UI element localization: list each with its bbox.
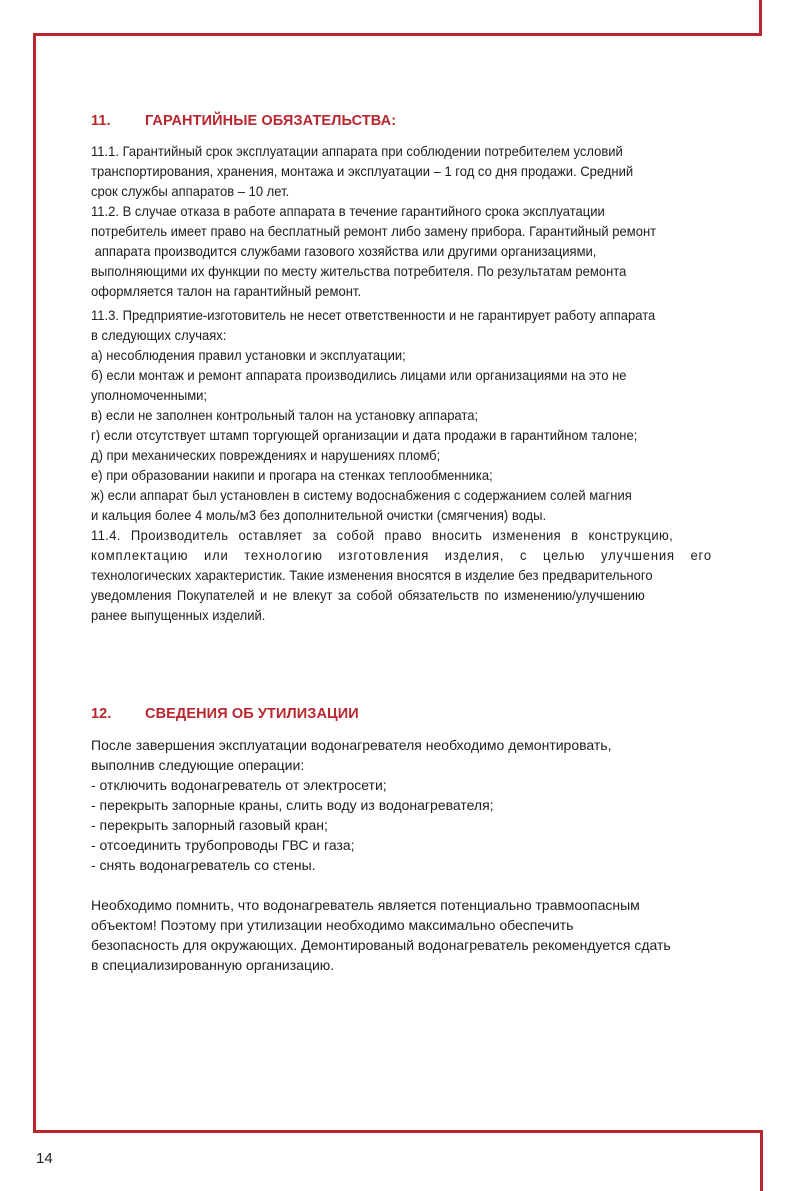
text-line: ранее выпущенных изделий. (91, 607, 266, 623)
page-number: 14 (36, 1150, 53, 1167)
list-item: - отсоединить трубопроводы ГВС и газа; (91, 837, 355, 853)
paragraph-11-4 (91, 525, 725, 625)
list-item: в) если не заполнен контрольный талон на установку аппарата; (91, 407, 479, 423)
section-11-body (91, 141, 725, 625)
text-line: Необходимо помнить, что водонагреватель является потенциально травмоопасным (91, 897, 640, 913)
section-12-body (91, 735, 751, 975)
paragraph-11-2 (91, 201, 725, 301)
text-line: безопасность для окружающих. Демонтированый водонагреватель рекомендуется сдать (91, 937, 671, 953)
text-line: 11.4. Производитель оставляет за собой право вносить изменения в конструкцию, (91, 527, 674, 543)
text-line: После завершения эксплуатации водонагревателя необходимо демонтировать, (91, 737, 612, 753)
frame-top-line (33, 33, 762, 36)
text-line: выполняющими их функции по месту жительства потребителя. По результатам ремонта (91, 263, 627, 279)
list-item: а) несоблюдения правил установки и эксплуатации; (91, 347, 406, 363)
frame-bottom-line (33, 1130, 763, 1133)
list-item: б) если монтаж и ремонт аппарата производились лицами или организациями на это не (91, 367, 627, 383)
list-item: ж) если аппарат был установлен в систему водоснабжения с содержанием солей магния (91, 487, 632, 503)
text-line: объектом! Поэтому при утилизации необходимо максимально обеспечить (91, 917, 574, 933)
text-line: 11.1. Гарантийный срок эксплуатации аппарата при соблюдении потребителем условий (91, 143, 623, 159)
frame-bottom-right-stub (760, 1130, 763, 1191)
text-line: транспортирования, хранения, монтажа и эксплуатации – 1 год со дня продажи. Средний (91, 163, 634, 179)
text-line: уведомления Покупателей и не влекут за собой обязательств по изменению/улучшению (91, 587, 645, 603)
text-line: срок службы аппаратов – 10 лет. (91, 183, 290, 199)
paragraph-11-3 (91, 305, 725, 525)
text-line: потребитель имеет право на бесплатный ремонт либо замену прибора. Гарантийный ремонт (91, 223, 657, 239)
disposal-steps (91, 735, 751, 875)
list-item: уполномоченными; (91, 387, 208, 403)
text-line: в специализированную организацию. (91, 957, 335, 973)
text-line: в следующих случаях: (91, 327, 227, 343)
section-12-title: СВЕДЕНИЯ ОБ УТИЛИЗАЦИИ (145, 706, 359, 722)
text-line: аппарата производится службами газового хозяйства или другими организациями, (91, 243, 597, 259)
frame-left-line (33, 33, 36, 1133)
list-item: д) при механических повреждениях и нарушениях пломб; (91, 447, 441, 463)
text-line: 11.3. Предприятие-изготовитель не несет ответственности и не гарантирует работу аппарата (91, 307, 656, 323)
safety-warning (91, 895, 751, 975)
list-item: - отключить водонагреватель от электросети; (91, 777, 387, 793)
section-11-number: 11. (91, 113, 111, 129)
list-item: г) если отсутствует штамп торгующей организации и дата продажи в гарантийном талоне; (91, 427, 638, 443)
section-12-heading (91, 706, 359, 722)
section-12-number: 12. (91, 706, 112, 722)
list-item: - снять водонагреватель со стены. (91, 857, 316, 873)
text-line: 11.2. В случае отказа в работе аппарата в течение гарантийного срока эксплуатации (91, 203, 605, 219)
list-item: е) при образовании накипи и прогара на стенках теплообменника; (91, 467, 493, 483)
list-item: - перекрыть запорный газовый кран; (91, 817, 328, 833)
section-11-title: ГАРАНТИЙНЫЕ ОБЯЗАТЕЛЬСТВА: (145, 113, 397, 129)
text-line: выполнив следующие операции: (91, 757, 305, 773)
list-item: - перекрыть запорные краны, слить воду из водонагревателя; (91, 797, 494, 813)
text-line: технологических характеристик. Такие изменения вносятся в изделие без предварительного (91, 567, 653, 583)
text-line: оформляется талон на гарантийный ремонт. (91, 283, 362, 299)
text-line: комплектацию или технологию изготовления изделия, с целью улучшения его (91, 547, 712, 563)
list-item: и кальция более 4 моль/м3 без дополнительной очистки (смягчения) воды. (91, 507, 547, 523)
frame-top-right-stub (759, 0, 762, 36)
section-11-heading (91, 113, 396, 129)
paragraph-11-1 (91, 141, 725, 201)
